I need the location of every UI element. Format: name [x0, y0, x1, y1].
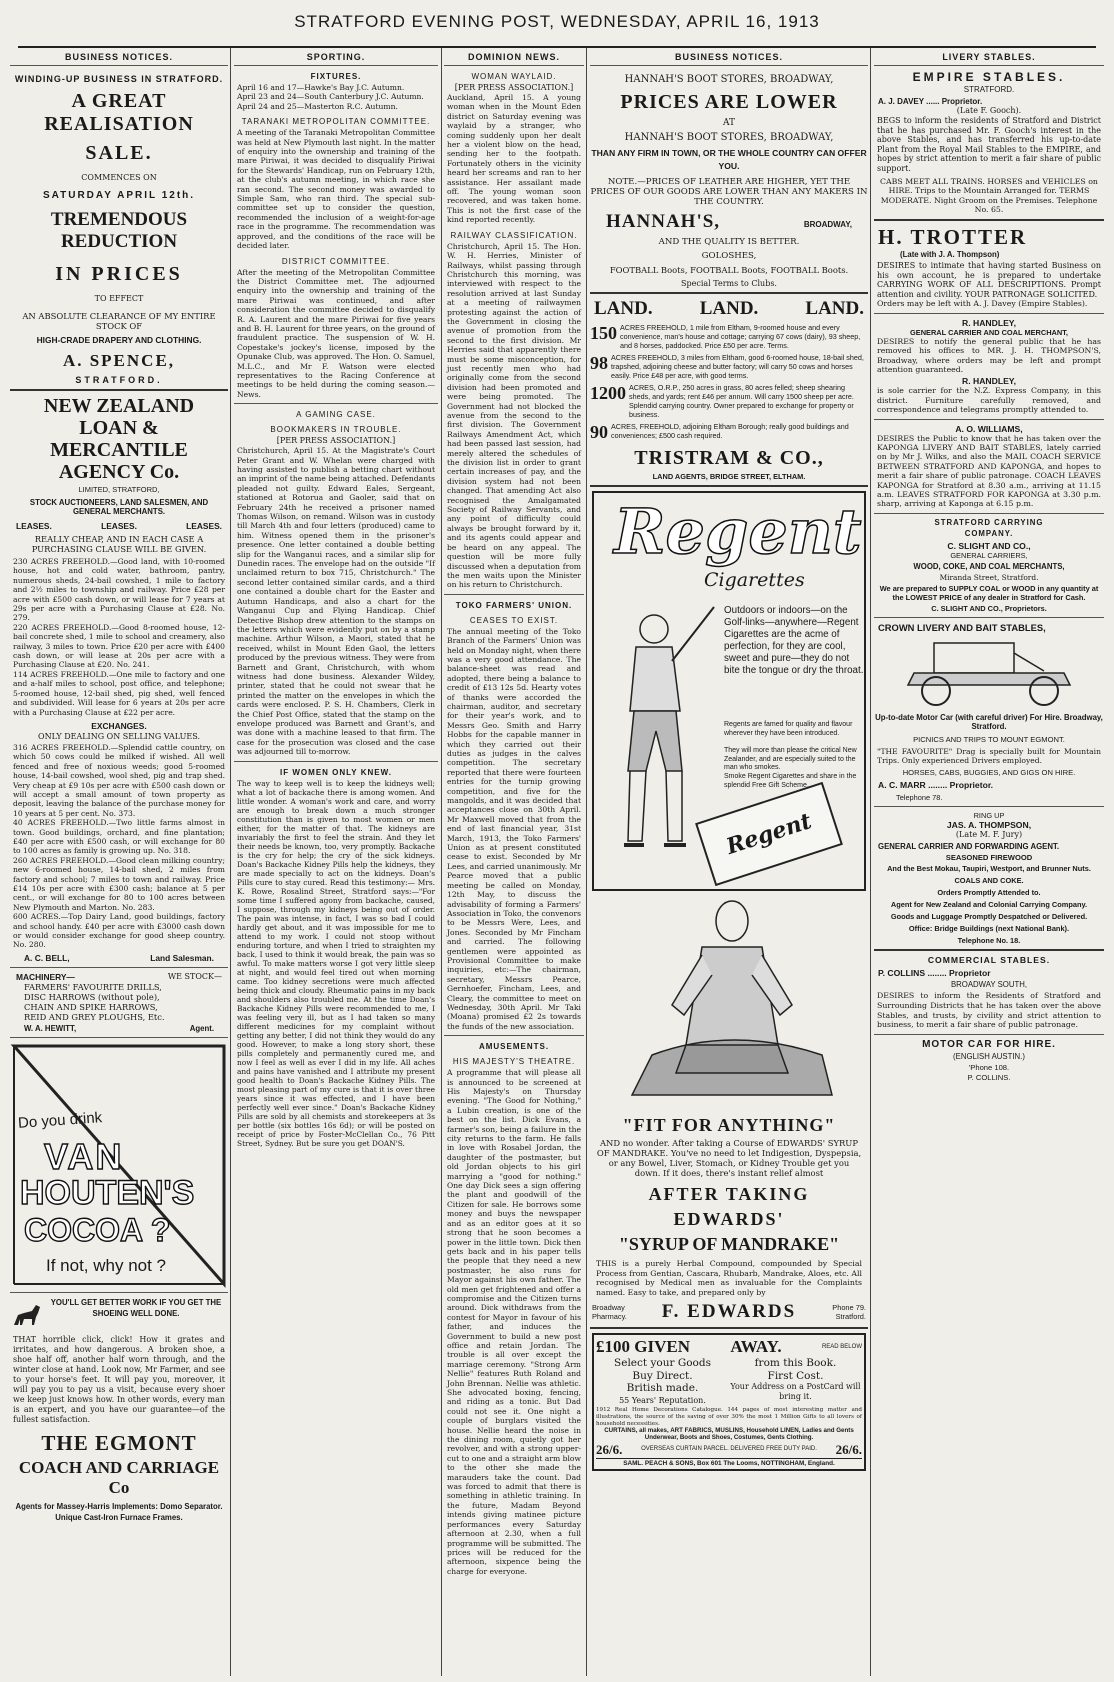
cocoa-word: COCOA ?	[24, 1211, 171, 1248]
in-prices: IN PRICES	[55, 263, 183, 285]
lease-listings	[10, 557, 228, 717]
taranaki-heading: TARANAKI METROPOLITAN COMMITTEE.	[241, 117, 431, 127]
bell-signature	[10, 953, 228, 963]
regent-small-copy-2: They will more than please the critical New Zealander, and are especially suited to the man who smokes.	[724, 747, 857, 772]
land-salesman: Land Salesman.	[150, 952, 214, 963]
acreage-text: ACRES FREEHOLD, 1 mile from Eltham, 9-roomed house and every convenience, man's house and cottage; carrying 67 cows (dairy), 93 sheep, and 8 horses, paddocked. Price £50 per acre. Terms.	[620, 323, 861, 350]
nz-loan-heading-3: AGENCY Co.	[58, 461, 180, 483]
handley-name-2: R. HANDLEY,	[962, 376, 1016, 387]
land-listing	[590, 383, 868, 419]
price-26-6: 26/6.	[596, 1441, 623, 1457]
collins-body: DESIRES to inform the Residents of Stratford and Surrounding Districts that he has taken over the above Stables, and trusts, by civility and strict attention to business, to merit a fair share of public patronage.	[877, 991, 1101, 1030]
land-agents: LAND AGENTS, BRIDGE STREET, ELTHAM.	[652, 472, 806, 481]
better-work: YOU'LL GET BETTER WORK IF YOU GET THE SHOEING WELL DONE.	[50, 1297, 222, 1318]
seasoned-firewood: SEASONED FIREWOOD	[945, 853, 1033, 863]
leases-label: LEASES.	[101, 521, 137, 531]
regent-small-copy-3: Smoke Regent Cigarettes and share in the splendid Free Gift Scheme.	[724, 773, 857, 789]
handley-body: DESIRES to notify the general public that he has removed his offices to MR. J. H. THOMPSON'S, Broadway, where orders may be left and prompt attention guaranteed.	[877, 336, 1101, 374]
regent-small-copy: Regents are famed for quality and flavour wherever they have been introduced.	[724, 721, 853, 737]
van-houten-advert	[10, 1042, 228, 1288]
general-carriers: GENERAL CARRIERS,	[950, 550, 1028, 560]
marr-proprietor: A. C. MARR ........ Proprietor.	[878, 779, 994, 790]
given-text: £100 GIVEN	[596, 1337, 690, 1357]
edwards-signature	[590, 1301, 868, 1323]
slight-proprietors: C. SLIGHT AND CO., Proprietors.	[931, 603, 1047, 613]
toko-heading: TOKO FARMERS' UNION.	[455, 600, 573, 610]
acreage-number: 98	[590, 353, 608, 373]
collins-signature: P. COLLINS.	[967, 1072, 1011, 1082]
hannahs-name: HANNAH'S,	[606, 211, 721, 232]
hewitt-signature	[10, 1024, 228, 1033]
column-header: BUSINESS NOTICES.	[590, 48, 868, 66]
syrup-body: THIS is a purely Herbal Compound, compounded by Special Process from Gentian, Cascara, Rhubarb, Mandrake, Aloes, etc. All recognised by Medical men as invaluable for the Complaints named. Easy to take, and prepared only by	[596, 1259, 863, 1297]
fit-for-anything: "FIT FOR ANYTHING"	[622, 1115, 836, 1135]
district-body: After the meeting of the Metropolitan Committee the District Committee met. The adjourned enquiry into the ownership and training of the mare Piriwai was continued, and after consideration the committee decided to disqualify R. A. Laurent and the mare Piriwai for five years and B. H. Laurent for three years, on the ground of fraudulent practice. The suspension of W. H. Copestake's jockey's license, imposed by the Opunake Club, was approved. The Hon. O. Samuel, M.L.C., and Mr F. Watson were elected representatives to the Racing Conference at meetings to be held during the coming season.—News.	[237, 267, 435, 399]
great-realisation-heading: A GREAT REALISATION	[44, 90, 194, 135]
column-header: DOMINION NEWS.	[444, 48, 584, 66]
first-cost: First Cost.	[767, 1369, 824, 1382]
spence-name: A. SPENCE,	[62, 351, 176, 370]
crown-livery: CROWN LIVERY AND BAIT STABLES,	[878, 621, 1046, 633]
nz-loan-heading-2: LOAN & MERCANTILE	[50, 417, 188, 461]
limited-stratford: LIMITED, STRATFORD,	[78, 485, 160, 494]
high-grade-drapery: HIGH-CRADE DRAPERY AND CLOTHING.	[36, 335, 202, 345]
masthead: STRATFORD EVENING POST, WEDNESDAY, APRIL 16, 1913	[294, 12, 820, 31]
parcel-row	[596, 1442, 862, 1458]
regent-packet-logo: Regent	[723, 808, 815, 860]
if-not-why-not: If not, why not ?	[46, 1255, 167, 1275]
at-label: AT	[722, 118, 735, 128]
we-stock: WE STOCK—	[167, 971, 222, 981]
sale-heading: SALE.	[85, 142, 153, 164]
late-thompson: (Late with J. A. Thompson)	[900, 249, 1000, 259]
leases-label: LEASES.	[16, 521, 52, 531]
column-rule	[870, 48, 871, 1676]
after-taking: AFTER TAKING	[648, 1184, 810, 1204]
jas-thompson: JAS. A. THOMPSON,	[946, 819, 1032, 830]
general-carrier-forwarding: GENERAL CARRIER AND FORWARDING AGENT.	[878, 841, 1060, 851]
column-rule	[586, 48, 587, 1676]
peach-right	[729, 1357, 862, 1407]
regent-copy: Outdoors or indoors—on the Golf-links—anywhere—Regent Cigarettes are the acme of perfection, for they are cool, sweet and pure—they do not bite the tongue or dry the throat.	[724, 605, 864, 676]
miranda-street: Miranda Street, Stratford.	[939, 572, 1039, 582]
absolute-clearance: AN ABSOLUTE CLEARANCE OF MY ENTIRE STOCK OF	[22, 311, 216, 331]
wood-coke-coal: WOOD, COKE, AND COAL MERCHANTS,	[913, 561, 1065, 571]
machinery-label: MACHINERY—	[16, 971, 75, 982]
tremendous-reduction: TREMENDOUS REDUCTION	[50, 209, 188, 252]
press-association: [PER PRESS ASSOCIATION.]	[276, 436, 396, 446]
column-livery-stables	[874, 48, 1104, 1676]
column-header: BUSINESS NOTICES.	[10, 48, 228, 66]
toko-body: The annual meeting of the Toko Branch of the Farmers' Union was held on Monday night, when there was a very good attendance. The balance-sheet was read and adopted, there being a balance to credit of £13 12s 5d. Hearty votes of thanks were accorded the chairman, auditor, and secretary for their year's work, and to Messrs Geo. Smith and Harry Hobbs for the capable manner in which they carried out their duties as judges in the calves competition. The secretary reported that there were fourteen entries for the turnip growing competition, and five for the mangolds, and it was decided that acceptances close on 30th April. Mr Maxwell moved that from the end of last financial year, 31st March, 1913, the Toko Farmers' Union as at present constituted cease to exist. Seconded by Mr Lees, and carried unanimously. Mr Pearce moved that a public meeting be called on Monday, 12th May, to discuss the advisability of forming a Farmers' Association in Toko, the convenors to be Messrs Were, Lees, and Jones. Seconded by Mr Fincham and carried. The following gentlemen were appointed as Provisional Committee to make inquiries, etc:—The chairman, secretary, Messrs Pearce, Gernhoefer, Fincham, Lees, and Cleary, the committee to meet on Wednesday, 30th April. Mr Taki (Moana) promised £2 2s towards the funds of the new association.	[447, 626, 581, 1031]
telephone-18: Telephone No. 18.	[957, 936, 1021, 946]
motor-car-hire: Up-to-date Motor Car (with careful driver) For Hire. Broadway, Stratford.	[875, 712, 1103, 732]
exchange-listings	[10, 743, 228, 950]
column-dominion-news	[444, 48, 584, 1676]
edwards-heading: EDWARDS'	[673, 1209, 785, 1229]
peach-left	[596, 1357, 729, 1407]
winding-up-notice: WINDING-UP BUSINESS IN STRATFORD.	[14, 74, 224, 84]
only-dealing: ONLY DEALING ON SELLING VALUES.	[38, 731, 200, 741]
column-business-notices-left	[10, 48, 228, 1676]
leases-label: LEASES.	[186, 521, 222, 531]
houtens-word: HOUTEN'S	[20, 1173, 195, 1212]
press-association: [PER PRESS ASSOCIATION.]	[454, 83, 574, 92]
van-word: VAN	[44, 1135, 124, 1177]
peach-columns	[596, 1357, 862, 1407]
spence-stratford: STRATFORD.	[75, 375, 163, 385]
trotter-name: H. TROTTER	[878, 224, 1028, 249]
away-text: AWAY.	[730, 1337, 782, 1357]
gaming-heading: A GAMING CASE.	[296, 410, 376, 420]
agent-label: Agent.	[189, 1023, 214, 1033]
goloshes: GOLOSHES,	[701, 251, 757, 261]
peach-address: SAML. PEACH & SONS, Box 601 The Looms, NOTTINGHAM, England.	[596, 1458, 862, 1467]
from-this-book: from this Book.	[754, 1357, 837, 1370]
ceases-heading: CEASES TO EXIST.	[469, 615, 559, 625]
gaming-body: Christchurch, April 15. At the Magistrate's Court Peter Grant and W. Whelan were charged with having assisted to publish a betting chart without an imprint of the name being attached. Defendants pleaded not guilty. Edward Eales, Sergeant, stationed at Rotorua and Gaoler, said that on February 24th he received a prisoner named Thomas Wilson, on remand. Wilson was in custody till March 4th and four letters (produced) came to him. Witness opened them in the prisoner's presence. One letter contained a double betting slip for the Wanganui races, and a similar slip for Dunedin races. The envelope had on the outside "If unclaimed return to box 715, Christchurch." The second letter contained similar cards, and a third one contained a double chart for the Easter and Autumn Handicaps, and also a chart for the Wanganui Cup and Flying Handicap. Chief Detective Bishop drew attention to the stamps on the letters which were evidently put on by a stamp machine. Arthur Wilson, a Maori, stated that he received, whilst in Mount Eden Gaol, the letters produced by the previous witness. They were from Barnett and Grant, Christchurch, with whom witness had done business. Alexander Wildey, printer, stated that he could not swear that he printed the matter on the envelopes in which the cards were enclosed. P. S. H. Chambers, Clerk in the Chief Post Office, stated that the stamp on the envelope produced was Barnett and Grant's, and was done with a machine leased to that firm. The case for the prosecution was closed and the case was adjourned till to-morrow.	[237, 446, 435, 757]
collins-proprietor: P. COLLINS ........ Proprietor	[878, 968, 991, 979]
machinery-item: CHAIN AND SPIKE HARROWS,	[24, 1001, 158, 1012]
listing-item: 316 ACRES FREEHOLD.—Splendid cattle country, on which 50 cows could be milked if wished. All well fenced and free of noxious weeds; good 5-roomed house, 14-bail cowshed, wool shed, pig and trap shed. Very cheap at £9 10s per acre with £500 cash down or will accept a small amount of town property as deposit, leaving the balance of the purchase money for 10 years at 5 per cent. No. 373.	[13, 742, 225, 818]
agent-nz-colonial: Agent for New Zealand and Colonial Carrying Company.	[890, 900, 1088, 910]
district-heading: DISTRICT COMMITTEE.	[281, 256, 391, 266]
strongman-illustration	[592, 895, 866, 1115]
egmont-agents: Agents for Massey-Harris Implements: Domo Separator. Unique Cast-Iron Furnace Frames.	[15, 1501, 223, 1522]
egmont-heading: THE EGMONT	[41, 1430, 197, 1455]
company-heading: COMPANY.	[964, 528, 1014, 538]
read-below: READ BELOW	[821, 1344, 862, 1351]
hewitt-name: W. A. HEWITT,	[24, 1023, 77, 1033]
machinery-list	[10, 982, 228, 1022]
williams-body: DESIRES the Public to know that he has taken over the KAPONGA LIVERY AND BAIT STABLES, lately carried on by Mr J. Wilks, and also the MAIL COACH SERVICE BETWEEN STRATFORD AND KAPONGA, and hopes to merit a fair share of public patronage. COACH LEAVES KAPONGA for Stratford at 8.30 a.m., arriving at 11.15 a.m. LEAVES STRATFORD FOR KAPONGA at 3.30 p.m. sharp, arriving at Kaponga at 6.15 p.m.	[877, 433, 1101, 509]
horrible-click-body: THAT horrible click, click! How it grates and irritates, and how dangerous. A broken shoe, a shoe half off, another half worn through, and the winter close at hand. Look now, Mr Farmer, and see to your horse's feet. It will pay you, moreover, it will pay you to pay us a visit, because every shoer we keep just knows how. In other words, every man is an expert, and you have our guarantee—of the fullest satisfaction.	[13, 1334, 225, 1424]
do-you-drink: Do you drink	[17, 1108, 103, 1132]
slight-name: C. SLIGHT AND CO.,	[947, 540, 1031, 551]
select-goods: Select your Goods	[614, 1357, 711, 1370]
phone-108: 'Phone 108.	[968, 1062, 1010, 1072]
davey-body: BEGS to inform the residents of Stratford and District that he has purchased Mr. F. Gooch's interest in the above Stables, and has transferred his up-to-date Plant from the Royal Mail Stables to the EMPIRE, and hopes by strict attention to merit a fair share of public support.	[877, 116, 1101, 173]
hannah-address-1: HANNAH'S BOOT STORES, BROADWAY,	[624, 74, 834, 85]
goods-luggage: Goods and Luggage Promptly Despatched or Delivered.	[890, 912, 1088, 922]
years-reputation: 55 Years' Reputation.	[619, 1395, 706, 1405]
shoeing-header	[10, 1297, 228, 1331]
special-terms: Special Terms to Clubs.	[681, 279, 777, 288]
trotter-body: DESIRES to intimate that having started Business on his own account, he is prepared to undertake CARRYING WORK OF ALL DESCRIPTIONS. Prompt attention and civility. YOUR PATRONAGE SOLICITED.	[877, 260, 1101, 299]
phone-79: Phone 79. Stratford.	[832, 1303, 866, 1322]
fixture-item: April 24 and 25—Masterton R.C. Autumn.	[237, 101, 398, 111]
railway-heading: RAILWAY CLASSIFICATION.	[450, 230, 578, 240]
acreage-number: 1200	[590, 383, 626, 403]
column-business-notices-right	[590, 48, 868, 1676]
williams-name: A. O. WILLIAMS,	[955, 423, 1023, 434]
handley-name: R. HANDLEY,	[962, 317, 1016, 328]
acreage-text: ACRES, O.R.P., 250 acres in grass, 80 acres felled; sheep shearing sheds, and yards; rent £46 per annum. Will carry 1500 sheep per acre. Splendid carrying country. Owner prepared to exchange for property or business.	[629, 383, 854, 419]
edwards-advert	[592, 895, 866, 1115]
empire-stables: EMPIRE STABLES.	[912, 70, 1066, 84]
land-listing	[590, 353, 868, 380]
handley-body-2: is sole carrier for the N.Z. Express Company, in this district. Furniture carefully removed, and correspondence and telegrams promptly attended to.	[877, 386, 1101, 415]
waylaid-body: Auckland, April 15. A young woman when in the Mount Eden district on Saturday evening was waylaid by a stranger, who coming suddenly upon her dealt her a violent blow on the head, sending her to the footpath. Fortunately others in the vicinity heard her screams and ran to her assistance. Her assailant made off. The young woman soon recovered, and was taken home. This is not the first case of the kind reported recently.	[447, 93, 581, 225]
curtains-text: CURTAINS, all makes, ART FABRICS, MUSLINS, Household LINEN, Ladies and Gents Underwear, Boots and Shoes, Costumes, Gents Clothing.	[604, 1427, 854, 1442]
fixture-item: April 23 and 24—South Canterbury J.C. Autumn.	[237, 92, 424, 102]
handley-carrier: GENERAL CARRIER AND COAL MERCHANT,	[910, 327, 1068, 337]
regent-advert	[592, 491, 866, 891]
english-austin: (ENGLISH AUSTIN.)	[953, 1051, 1025, 1061]
if-women-heading: IF WOMEN ONLY KNEW.	[280, 767, 392, 777]
column-rule	[230, 48, 231, 1676]
broadway-pharmacy: Broadway Pharmacy.	[592, 1303, 627, 1322]
leases-row	[10, 521, 228, 531]
bell-name: A. C. BELL,	[24, 952, 70, 963]
listing-item: 114 ACRES FREEHOLD.—One mile to factory and one and a-half miles to school, post office, and telephone; 5-roomed house, 12-bail shed, pig shed, well fenced and subdivided. Will lease for 6 years at 20s per acre with a Purchasing Clause at £22 per acre.	[13, 669, 225, 717]
column-header: LIVERY STABLES.	[874, 48, 1104, 66]
listing-item: 260 ACRES FREEHOLD.—Good clean milking country; new 6-roomed house, 14-bail shed, 2 miles from factory and school; 7 miles to town and railway. Price £14 10s per acre with £300 cash; balance at 5 per cent., or will exchange for 80 to 100 acres between New Plymouth and Marton. No. 283.	[13, 855, 225, 912]
taranaki-body: A meeting of the Taranaki Metropolitan Committee was held at New Plymouth last night. In the matter of enquiry into the ownership and training of the mare Piriwai, it was decided to disqualify Piriwai for the Stewards' Handicap, run on February 12th, at the club's autumn meeting, in which race she ran second. The second money was awarded to Simple Sam, who ran third. The special sub-committee set up to consider the question, recommended the inclusion of a weight-for-age race in the programme. The recommendation was approved, and the conditions of the race will be decided later.	[237, 128, 435, 251]
saturday-date: SATURDAY APRIL 12th.	[42, 190, 196, 201]
your-address: Your Address on a PostCard will bring it.	[730, 1382, 861, 1401]
column-header: SPORTING.	[234, 48, 438, 66]
hannah-address-2: HANNAH'S BOOT STORES, BROADWAY,	[624, 132, 834, 143]
overseas-parcel: OVERSEAS CURTAIN PARCEL. DELIVERED FREE DUTY PAID.	[641, 1446, 817, 1453]
broadway-label: BROADWAY,	[803, 220, 852, 229]
exchanges-heading: EXCHANGES.	[91, 720, 147, 731]
late-jury: (Late M. F. Jury)	[955, 829, 1023, 839]
stock-auctioneers: STOCK AUCTIONEERS, LAND SALESMEN, AND GENERAL MERCHANTS.	[29, 498, 209, 516]
nz-loan-heading-1: NEW ZEALAND	[43, 395, 195, 417]
acreage-text: ACRES, FREEHOLD, adjoining Eltham Borough; really good buildings and conveniences; £500 cash required.	[611, 422, 849, 440]
if-women-body: The way to keep well is to keep the kidneys well; what a lot of backache there is among women. And little wonder. A woman's work and care, and worry are enough to break down a much stronger constitution than is given to most women or men either, for the matter of that. The kidneys are invariably the first to feel the strain. And they let their needs be known, too, very promptly. Backache is the cry for help; the cry of the sick kidneys. Doan's Backache Kidney Pills help the kidneys, they are made specially to act on the kidneys. Doan's Pills cure to stay cured. Read this testimony:— Mrs. K. Rowe, Rosalind Street, Stratford says:—"For some time I suffered agony from backache, caused, I suppose, through my kidneys being out of order. The pain was intense, in fact, I was so bad I could hardly get about, and it was impossible for me to attend to my work. I could not stoop without enduring torture, and when I tried to straighten my back, I used to think it would break, the pain was so awful. To make matters worse I got very little sleep at night, and would feel tired out when morning came. Too kidney secretions were much affected being thick and cloudy. Rheumatic pains in my back and shoulders also troubled me. At the time Doan's Backache Kidney Pills were recommended to me, I was feeling very ill, but as I had taken so many different medicines for my complaint without getting any better, I did not think they would do any good. However, to make a long story short, these pills completely and permanently cured me, and now I feel as well as ever I did in my life. All aches and pains have vanished and I attribute my present good health to Doan's Backache Kidney Pills. The most pleasing part of my cure is that it is over three years since it was effected, and I have been perfectly well ever since." Doan's Backache Kidney Pills are sold by all chemists and storekeepers at 3s per bottle (six bottles 16s 6d); or will be posted on receipt of price by Foster-McClellan Co., 76 Pitt Street, Sydney. But be sure you get DOAN'S.	[237, 778, 435, 1148]
tristram-name: TRISTRAM & CO.,	[634, 447, 824, 469]
carrying-heading: STRATFORD CARRYING	[934, 517, 1044, 527]
trotter-orders: Orders may be left with A. J. Davey (Empire Stables).	[877, 299, 1088, 309]
land-listing	[590, 323, 868, 350]
orders-promptly: Orders Promptly Attended to.	[937, 888, 1041, 898]
acreage-number: 150	[590, 323, 617, 343]
horses-cabs: HORSES, CABS, BUGGIES, AND GIGS ON HIRE.	[902, 767, 1076, 777]
railway-body: Christchurch, April 15. The Hon. W. H. Herries, Minister of Railways, whilst passing through Christchurch this morning, was interviewed with respect to the resolution arrived at last Sunday at a meeting of railwaymen protesting against the action of the Government in closing the avenue of promotion from the second to the first division. Mr Herries said that apparently there must be some misconception, for just recently men who had originally come from the second division had been promoted and were being promoted. The Government had not blocked the avenue from the second to the first division. The Government Railways Amendment Act, which had been passed last session, had merely altered the schedules of the division list in order to grant certain increases of pay, and the division system had not been changed. That amending Act also recognised the Amalgamated Society of Railway Servants, and any point of difficulty could always be brought forward by it, and its agents could appear and be heard on any appeal. The question will be more fully discussed when a deputation from the men waits upon the Minister on his return to Christchurch.	[447, 241, 581, 590]
ring-up: RING UP	[973, 810, 1005, 820]
fixtures-list	[234, 83, 438, 111]
land-word: LAND.	[699, 298, 759, 319]
machinery-row	[10, 972, 228, 982]
british-made: British made.	[626, 1382, 699, 1395]
favourite-drag: "THE FAVOURITE" Drag is specially built for Mountain Trips. Only experienced Drivers employed.	[877, 747, 1101, 766]
football-boots: FOOTBALL Boots, FOOTBALL Boots, FOOTBALL Boots.	[609, 265, 849, 275]
syrup-heading: "SYRUP OF MANDRAKE"	[618, 1234, 840, 1254]
machinery-item: DISC HARROWS (without pole),	[24, 991, 160, 1002]
column-sporting	[234, 48, 438, 1676]
egmont-coach-heading: COACH AND CARRIAGE Co	[18, 1457, 220, 1497]
we-are-prepared: We are prepared to SUPPLY COAL or WOOD in any quantity at the LOWEST PRICE of any dealer in Stratford for Cash.	[879, 583, 1099, 602]
cabs-meet: CABS MEET ALL TRAINS. HORSES and VEHICLES on HIRE. Trips to the Mountain Arranged for. TERMS MODERATE. Night Groom on the Premises. Telephone No. 65.	[880, 176, 1098, 215]
motor-car-illustration	[874, 633, 1100, 709]
listing-item: 230 ACRES FREEHOLD.—Good land, with 10-roomed house, hot and cold water, bathroom, pantry, numerous sheds, 24-bail cowshed, 1 mile to factory and 2½ miles to township and railway. Price £28 per acre with £500 cash down, or will lease for 7 years at 29s per acre with a Purchasing Clause at £28. No. 279.	[13, 557, 225, 623]
catalogue-text: 1912 Real Home Decorations Catalogue. 144 pages of most interesting matter and illustrations, the source of the saving of over 30% the most 1 Million Gifts to all lovers of household necessities.	[596, 1407, 862, 1427]
than-any-firm: THAN ANY FIRM IN TOWN, OR THE WHOLE COUNTRY CAN OFFER YOU.	[591, 148, 867, 171]
broadway-south: BROADWAY SOUTH,	[950, 980, 1028, 990]
majesty-heading: HIS MAJESTY'S THEATRE.	[452, 1057, 576, 1067]
picnics-trips: PICNICS AND TRIPS TO MOUNT EGMONT.	[913, 735, 1065, 744]
machinery-item: FARMERS' FAVOURITE DRILLS,	[24, 981, 162, 992]
land-heading	[590, 298, 868, 320]
office-address: Office: Bridge Buildings (next National Bank).	[908, 924, 1070, 934]
really-cheap: REALLY CHEAP, AND IN EACH CASE A PURCHASING CLAUSE WILL BE GIVEN.	[31, 534, 207, 554]
listing-item: 40 ACRES FREEHOLD.—Two little farms almost in town. Good buildings, orchard, and fine plantation; £40 per acre with £500 cash, or will exchange for 80 to 100 acres as family is growing up. No. 318.	[13, 818, 225, 856]
fit-body: AND no wonder. After taking a Course of EDWARDS' SYRUP OF MANDRAKE. You've no need to let Indigestion, Dyspepsia, or any Bowel, Liver, Stomach, or Kidney Trouble get you down. If it does, there's instant relief almost	[596, 1138, 862, 1178]
majesty-body: A programme that will please all is announced to be screened at His Majesty's on Thursday evening. "The Good for Nothing," a Lubin creation, is one of the best on the list. Dick Evans, a farmer's son, being a failure in the city returns to the farm. He falls in love with Rosabel Jordan, the daughter of the postmaster, but old Jordan objects to his girl marrying a "good for nothing." One day Dick sees a sign offering the plant and goodwill of the Citizen for sale. He borrows some money and buys the newspaper and as an editor goes at it so strong that he soon becomes a power in the little town. Dick then gets back and in his paper tells the people that they need a new postmaster, he also runs for Mayor against his own father. The old men get frightened and offer a compromise and the Citizen turns around. Dick withdraws from the contest for Mayor in favour of his father, and induces the Government to build a new post office and retain Jordan. The trouble is all over except the marriage ceremony. "Strong Arm Nellie" features Ruth Roland and John Brennan. Nellie was athletic. She advocated boxing, fencing, and riding as a tonic. But Dad could not see it. One night a couple of burglars visited the house. Nellie heard the noise in the dining room, quietly got her revolver, and with a strong upper-cut to one and a straight arm blow to the other she made the marauders take the count. Dad was forced to admit that there is something in athletic training. In the future, Madam Beyond intends giving matinee picture performances every Saturday afternoon at 2.30, when a full programme will be submitted. The prices will be reduced for the afternoon, sixpence being the charge for everyone.	[447, 1068, 581, 1576]
to-effect: TO EFFECT	[94, 294, 144, 303]
amusements-heading: AMUSEMENTS.	[478, 1042, 550, 1052]
best-mokau: And the Best Mokau, Taupiri, Westport, and Brunner Nuts.	[887, 864, 1091, 874]
horse-icon	[10, 1297, 44, 1331]
land-listing	[590, 422, 868, 443]
waylaid-heading: WOMAN WAYLAID.	[471, 72, 557, 81]
land-word: LAND.	[805, 298, 864, 319]
cigarettes-word: Cigarettes	[704, 569, 805, 591]
machinery-item: REID AND GREY PLOUGHS, Etc.	[24, 1011, 165, 1022]
hannahs-row	[590, 211, 868, 233]
peach-advert	[592, 1333, 866, 1470]
prices-are-lower: PRICES ARE LOWER	[620, 91, 838, 113]
peach-top-row	[596, 1337, 862, 1357]
f-edwards-name: F. EDWARDS	[661, 1301, 797, 1323]
regent-logo: Regent	[614, 495, 862, 568]
land-word: LAND.	[594, 298, 653, 319]
column-rule	[441, 48, 442, 1676]
leather-note: NOTE.—PRICES OF LEATHER ARE HIGHER, YET THE PRICES OF OUR GOODS ARE LOWER THAN ANY MAKERS IN THE COUNTRY.	[590, 177, 868, 207]
commences-text: COMMENCES ON	[81, 173, 157, 182]
land-listings	[590, 323, 868, 443]
buy-direct: Buy Direct.	[632, 1369, 693, 1382]
quality-better: AND THE QUALITY IS BETTER.	[658, 237, 800, 247]
late-gooch: (Late F. Gooch).	[956, 106, 1022, 115]
coals-coke: COALS AND COKE.	[954, 876, 1024, 886]
commercial-stables: COMMERCIAL STABLES.	[927, 955, 1051, 966]
empire-stratford: STRATFORD.	[963, 85, 1015, 94]
motor-car-for-hire: MOTOR CAR FOR HIRE.	[922, 1038, 1056, 1050]
acreage-text: ACRES FREEHOLD, 3 miles from Eltham, good 6-roomed house, 18-bail shed, trapshed, adjoining cheese and butter factory; will carry 50 cows and horses easily. Price £48 per acre, with good terms.	[611, 353, 864, 380]
davey-proprietor: A. J. DAVEY ...... Proprietor.	[878, 97, 983, 106]
acreage-number: 90	[590, 422, 608, 442]
listing-item: 220 ACRES FREEHOLD.—Good 8-roomed house, 12-bail concrete shed, 1 mile to school and creamery, also railway, 3 miles to town. Price £20 per acre with £400 cash down, or will lease at 20s per acre with a Purchasing Clause at £20. No. 241.	[13, 622, 225, 670]
fixtures-heading: FIXTURES.	[310, 72, 362, 81]
listing-item: 600 ACRES.—Top Dairy Land, good buildings, factory and school handy. £40 per acre with £3000 cash down or would consider exchange for good sheep country. No. 280.	[13, 912, 225, 950]
price-26-6: 26/6.	[835, 1441, 862, 1457]
bookmakers-heading: BOOKMAKERS IN TROUBLE.	[270, 425, 402, 435]
telephone-78: Telephone 78.	[896, 792, 943, 802]
fixture-item: April 16 and 17—Hawke's Bay J.C. Autumn.	[237, 83, 405, 92]
